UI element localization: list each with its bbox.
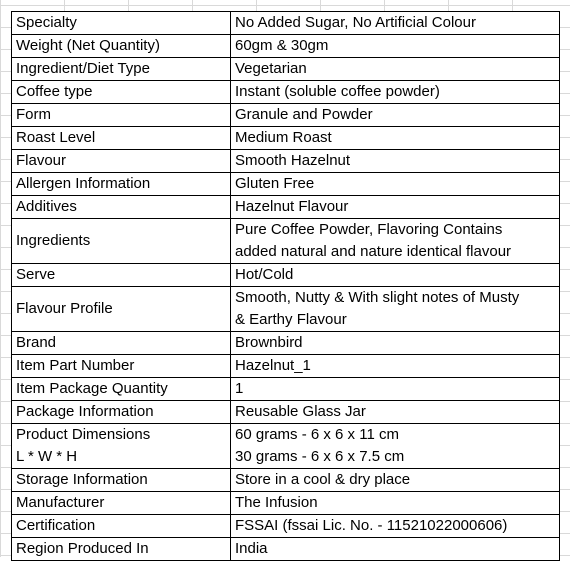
spec-value-line: added natural and nature identical flavour [235,243,512,260]
spec-value-line: Hazelnut Flavour [235,198,349,215]
spec-value-line: Reusable Glass Jar [235,403,366,420]
spec-label-cell[interactable] [12,219,231,264]
spec-label: Allergen Information [16,175,151,192]
table-row [12,219,560,264]
spec-label-cell[interactable] [12,401,231,424]
spec-value-cell[interactable] [231,173,560,196]
spec-value-cell[interactable] [231,264,560,287]
spec-value-cell[interactable] [231,12,560,35]
table-row [12,469,560,492]
spec-label: Item Part Number [16,357,135,374]
spec-label: Manufacturer [16,494,105,511]
spec-label-cell[interactable] [12,538,231,561]
spec-value-line: Hazelnut_1 [235,357,311,374]
spec-value-line: Store in a cool & dry place [235,471,411,488]
spec-label-cell[interactable] [12,492,231,515]
table-row [12,35,560,58]
spec-value-line: 1 [235,380,244,397]
spec-label-cell[interactable] [12,332,231,355]
spec-value-line: No Added Sugar, No Artificial Colour [235,14,476,31]
spec-value-line: 60gm & 30gm [235,37,329,54]
table-row [12,12,560,35]
table-row [12,515,560,538]
table-row [12,424,560,469]
spec-value-cell[interactable] [231,127,560,150]
spec-label-cell[interactable] [12,35,231,58]
spec-label: Certification [16,517,96,534]
spec-value-cell[interactable] [231,538,560,561]
spec-label-cell[interactable] [12,81,231,104]
spec-value-cell[interactable] [231,355,560,378]
spec-value-cell[interactable] [231,332,560,355]
spec-label: Roast Level [16,129,96,146]
spec-value-cell[interactable] [231,150,560,173]
table-row [12,401,560,424]
spec-value-line: Medium Roast [235,129,332,146]
spec-label: Ingredients [16,232,91,249]
table-row [12,378,560,401]
spec-label-cell[interactable] [12,58,231,81]
spec-label: Additives [16,198,77,215]
spec-value-line: 30 grams - 6 x 6 x 7.5 cm [235,448,405,465]
spec-label-cell[interactable] [12,127,231,150]
spec-value-cell[interactable] [231,469,560,492]
spec-label-cell[interactable] [12,150,231,173]
spec-label-line: L * W * H [16,448,78,465]
table-row [12,287,560,332]
spec-label: Coffee type [16,83,93,100]
spec-label-cell[interactable] [12,287,231,332]
table-row [12,332,560,355]
table-row [12,104,560,127]
table-row [12,538,560,561]
spec-value-line: FSSAI (fssai Lic. No. - 11521022000606) [235,517,508,534]
spec-label: Flavour Profile [16,300,113,317]
spec-label-cell[interactable] [12,469,231,492]
spec-label-cell[interactable] [12,515,231,538]
spec-value-cell[interactable] [231,287,560,332]
spec-label: Serve [16,266,56,283]
spec-value-cell[interactable] [231,492,560,515]
spec-label: Item Package Quantity [16,380,168,397]
spec-label-cell[interactable] [12,12,231,35]
spec-value-cell[interactable] [231,401,560,424]
spec-value-cell[interactable] [231,35,560,58]
spec-label: Ingredient/Diet Type [16,60,150,77]
spec-value-line: Smooth, Nutty & With slight notes of Musty [235,289,520,306]
table-row [12,492,560,515]
spec-value-cell[interactable] [231,104,560,127]
table-row [12,196,560,219]
spec-value-line: Granule and Powder [235,106,373,123]
spec-value-line: The Infusion [235,494,318,511]
table-row [12,127,560,150]
table-row [12,81,560,104]
spec-label-cell[interactable] [12,173,231,196]
spec-label: Storage Information [16,471,148,488]
spec-value-line: 60 grams - 6 x 6 x 11 cm [235,426,399,443]
spec-label-cell[interactable] [12,104,231,127]
table-row [12,355,560,378]
spec-value-cell[interactable] [231,378,560,401]
spec-label-cell[interactable] [12,424,231,469]
spec-value-line: Brownbird [235,334,303,351]
spec-value-cell[interactable] [231,515,560,538]
table-row [12,150,560,173]
spec-value-cell[interactable] [231,219,560,264]
spec-label-cell[interactable] [12,264,231,287]
spec-value-cell[interactable] [231,58,560,81]
spec-value-line: Gluten Free [235,175,315,192]
table-row [12,173,560,196]
spec-value-line: Vegetarian [235,60,307,77]
spec-label: Region Produced In [16,540,149,557]
spec-value-line: & Earthy Flavour [235,311,347,328]
spec-label-line: Product Dimensions [16,426,151,443]
spec-value-line: Instant (soluble coffee powder) [235,83,440,100]
spec-label: Package Information [16,403,154,420]
spec-label: Flavour [16,152,67,169]
spec-value-cell[interactable] [231,81,560,104]
spec-label-cell[interactable] [12,196,231,219]
spec-value-line: Smooth Hazelnut [235,152,351,169]
spec-label: Weight (Net Quantity) [16,37,160,54]
spec-value-cell[interactable] [231,196,560,219]
spec-value-line: India [235,540,268,557]
spec-label: Brand [16,334,57,351]
spec-value-cell[interactable] [231,424,560,469]
spec-table-body [12,12,560,561]
spec-label-cell[interactable] [12,378,231,401]
spec-label: Specialty [16,14,77,31]
spec-label: Form [16,106,51,123]
table-row [12,264,560,287]
spec-label-cell[interactable] [12,355,231,378]
spec-value-line: Pure Coffee Powder, Flavoring Contains [235,221,503,238]
table-row [12,58,560,81]
spec-value-line: Hot/Cold [235,266,294,283]
product-spec-table [11,11,560,561]
